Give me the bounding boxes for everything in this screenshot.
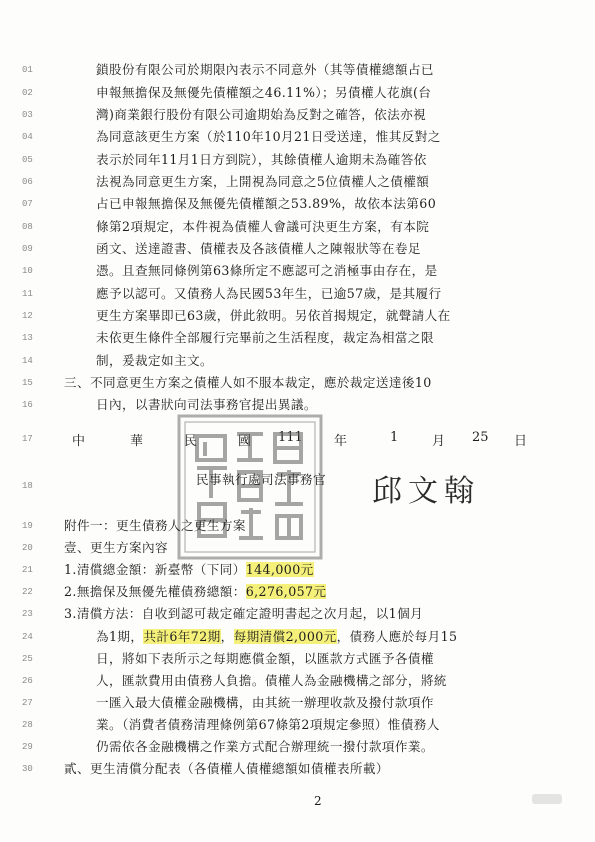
body-line: 三、不同意更生方案之債權人如不服本裁定，應於裁定送達後10: [64, 375, 432, 390]
body-line: 業。（消費者債務清理條例第67條第2項規定參照）惟債務人: [96, 717, 440, 732]
section-heading: 貳、更生清償分配表（各債權人債權總額如債權表所載）: [64, 761, 389, 776]
line-number: 24: [22, 632, 33, 642]
body-line: 更生方案畢即已63歲，併此敘明。另依首揭規定，就聲請人在: [96, 308, 451, 323]
date-char: 中: [72, 434, 86, 449]
line-number: 25: [22, 654, 33, 664]
line-number: 15: [22, 378, 33, 388]
date-year: 111: [278, 430, 303, 445]
line-number: 23: [22, 609, 33, 619]
line-number: 30: [22, 764, 33, 774]
line-number: 14: [22, 356, 33, 366]
line-number: 12: [22, 311, 33, 321]
line-number: 18: [22, 481, 33, 491]
body-line: 憑。且查無同條例第63條所定不應認可之消極事由存在，是: [96, 263, 438, 278]
line-number: 20: [22, 543, 33, 553]
line-number: 08: [22, 222, 33, 232]
line-number: 22: [22, 587, 33, 597]
body-line: 未依更生條件全部履行完畢前之生活程度，裁定為相當之限: [96, 330, 434, 345]
official-signature: 邱文翰: [372, 474, 480, 509]
line-number: 26: [22, 676, 33, 686]
body-line: 灣)商業銀行股份有限公司逾期始為反對之確答，依法亦視: [96, 107, 427, 122]
debt-total-label: 2.無擔保及無優先權債務總額：: [64, 584, 246, 599]
date-char: 日: [514, 434, 528, 449]
date-char: 月: [432, 434, 446, 449]
installment-count: 共計6年72期: [143, 629, 221, 644]
body-line: 日內，以書狀向司法事務官提出異議。: [96, 397, 317, 412]
date-char: 華: [130, 434, 144, 449]
body-line: 人，匯款費用由債務人負擔。債權人為金融機構之部分，將統: [96, 673, 447, 688]
total-amount-label: 1.清償總金額：新臺幣（下同）: [64, 562, 246, 577]
section-heading: 壹、更生方案內容: [64, 540, 168, 555]
body-line: 應予以認可。又債務人為民國53年生，已逾57歲，是其履行: [96, 286, 442, 301]
line-number: 28: [22, 720, 33, 730]
text-segment: ，債務人應於每月15: [336, 629, 458, 644]
line-number: 17: [22, 434, 33, 444]
attachment-heading: 附件一：更生債務人之更生方案: [64, 518, 246, 533]
date-month: 1: [390, 430, 399, 445]
body-line: 仍需依各金融機構之作業方式配合辦理統一撥付款項作業。: [96, 739, 434, 754]
line-number: 01: [22, 65, 33, 75]
text-segment: 為1期，: [96, 629, 144, 644]
line-number: 06: [22, 177, 33, 187]
line-number: 03: [22, 110, 33, 120]
line-number: 02: [22, 88, 33, 98]
line-number: 21: [22, 565, 33, 575]
line-number: 29: [22, 742, 33, 752]
line-number: 04: [22, 132, 33, 142]
body-line: 申報無擔保及無優先債權額之46.11%）；另債權人花旗(台: [96, 85, 432, 100]
court-seal-stamp: [175, 412, 325, 562]
body-line: [64, 563, 314, 577]
line-number: 09: [22, 244, 33, 254]
body-line: 一匯入最大債權金融機構，由其統一辦理收款及撥付款項作: [96, 695, 434, 710]
page-number: 2: [314, 794, 322, 808]
redacted-mark: [532, 794, 562, 804]
line-number: 10: [22, 266, 33, 276]
line-number: 13: [22, 333, 33, 343]
official-title: 民事執行處司法事務官: [196, 472, 326, 487]
line-number: 07: [22, 199, 33, 209]
debt-total-value: 6,276,057元: [245, 584, 327, 599]
text-segment: ，: [220, 629, 234, 644]
total-amount-value: 144,000元: [245, 562, 314, 577]
body-line: 表示於同年11月1日方到院），其餘債權人逾期未為確答依: [96, 152, 427, 167]
body-line: 函文、送達證書、債權表及各該債權人之陳報狀等在卷足: [96, 241, 421, 256]
body-line: 制，爰裁定如主文。: [96, 353, 213, 368]
body-line: [96, 630, 457, 644]
date-char: 國: [238, 434, 252, 449]
body-line: 3.清償方法：自收到認可裁定確定證明書起之次月起，以1個月: [64, 606, 424, 621]
line-number: 27: [22, 698, 33, 708]
date-char: 年: [334, 434, 348, 449]
body-line: 法視為同意更生方案，上開視為同意之5位債權人之債權額: [96, 174, 430, 189]
body-line: 占已申報無擔保及無優先債權額之53.89%，故依本法第60: [96, 196, 437, 211]
installment-amount: 每期清償2,000元: [233, 629, 337, 644]
line-number: 16: [22, 400, 33, 410]
body-line: 條第2項規定，本件視為債權人會議可決更生方案，有本院: [96, 219, 430, 234]
body-line: 為同意該更生方案（於110年10月21日受送達，惟其反對之: [96, 129, 441, 144]
date-day: 25: [472, 430, 489, 445]
line-number: 19: [22, 521, 33, 531]
line-number: 05: [22, 155, 33, 165]
body-line: 鎖股份有限公司於期限內表示不同意外（其等債權總額占已: [96, 62, 434, 77]
body-line: 日，將如下表所示之每期應償金額，以匯款方式匯予各債權: [96, 651, 434, 666]
body-line: [64, 585, 326, 599]
date-char: 民: [184, 434, 198, 449]
line-number: 11: [22, 289, 33, 299]
